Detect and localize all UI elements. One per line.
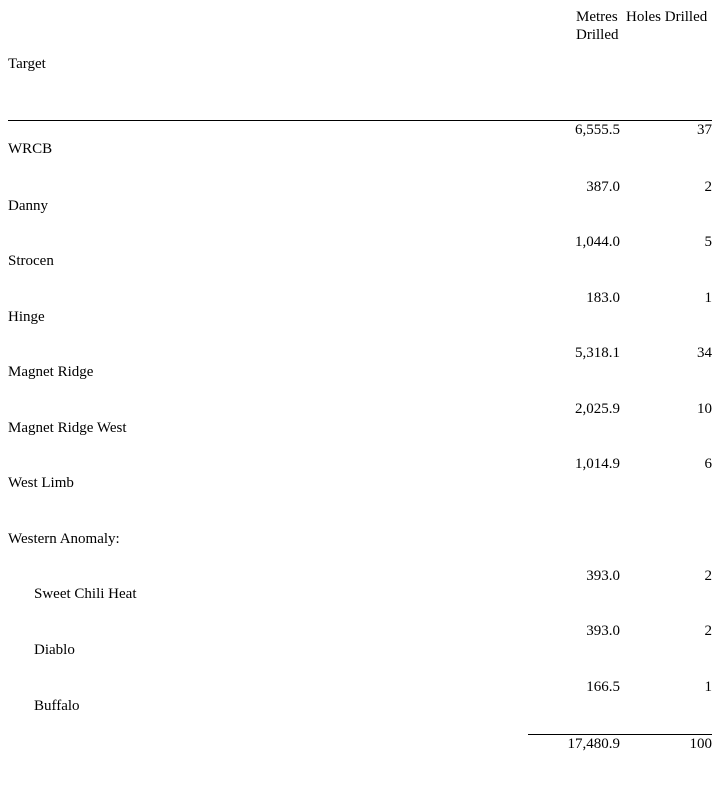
row-metres: 393.0 [586, 623, 620, 639]
row-holes: 10 [697, 401, 712, 417]
row-holes: 1 [704, 290, 712, 306]
total-rule [528, 734, 712, 735]
row-target: Magnet Ridge [8, 364, 94, 380]
row-target: Buffalo [34, 698, 80, 714]
row-holes: 37 [697, 122, 712, 138]
row-metres: 6,555.5 [575, 122, 620, 138]
row-holes: 5 [704, 234, 712, 250]
row-metres: 183.0 [586, 290, 620, 306]
row-holes: 34 [697, 345, 712, 361]
total-holes: 100 [689, 736, 712, 752]
row-holes: 1 [704, 679, 712, 695]
row-target: Strocen [8, 253, 54, 269]
row-group-heading: Western Anomaly: [8, 531, 120, 547]
row-target: Hinge [8, 309, 45, 325]
row-metres: 1,014.9 [575, 456, 620, 472]
row-target: Diablo [34, 642, 75, 658]
row-holes: 6 [704, 456, 712, 472]
total-metres: 17,480.9 [567, 736, 620, 752]
row-target: Sweet Chili Heat [34, 586, 137, 602]
header-metres-drilled: Metres Drilled [576, 9, 619, 43]
header-target: Target [8, 56, 46, 72]
row-target: Magnet Ridge West [8, 420, 127, 436]
row-metres: 1,044.0 [575, 234, 620, 250]
row-target: WRCB [8, 141, 53, 157]
row-metres: 166.5 [586, 679, 620, 695]
row-metres: 2,025.9 [575, 401, 620, 417]
row-metres: 387.0 [586, 179, 620, 195]
row-target: West Limb [8, 475, 74, 491]
row-holes: 2 [704, 568, 712, 584]
header-holes-drilled: Holes Drilled [626, 9, 708, 25]
row-target: Danny [8, 198, 48, 214]
row-metres: 393.0 [586, 568, 620, 584]
row-holes: 2 [704, 623, 712, 639]
row-holes: 2 [704, 179, 712, 195]
row-metres: 5,318.1 [575, 345, 620, 361]
